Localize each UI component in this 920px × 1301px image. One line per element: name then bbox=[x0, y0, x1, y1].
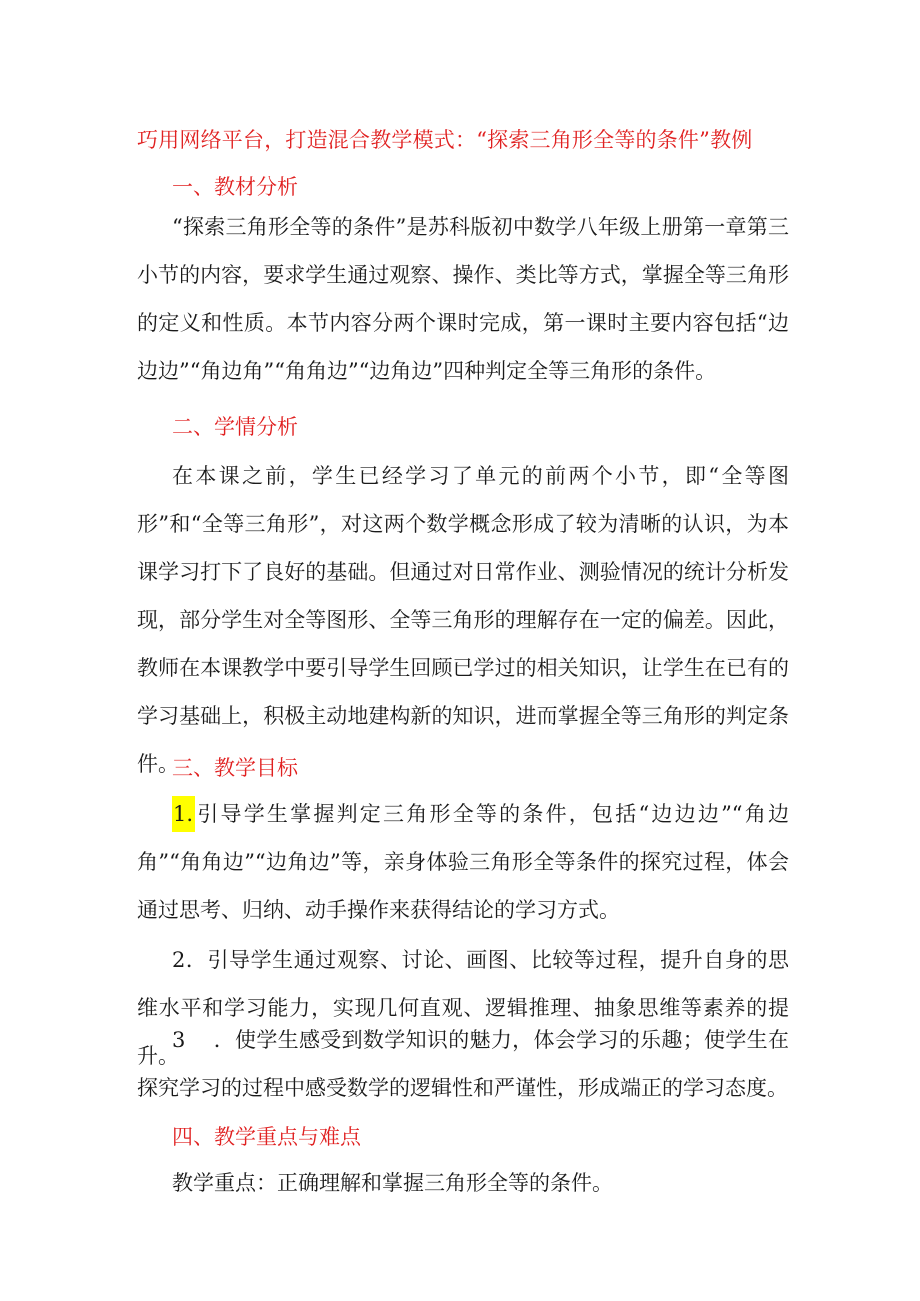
teaching-goal-3 bbox=[137, 1016, 789, 1112]
goal-3-text: ．使学生感受到数学知识的魅力，体会学习的乐趣；使学生在探究学习的过程中感受数学的逻辑性和严谨性，形成端正的学习态度。 bbox=[137, 1028, 789, 1100]
textbook-analysis-paragraph: “探索三角形全等的条件”是苏科版初中数学八年级上册第一章第三小节的内容，要求学生通过观察、操作、类比等方式，掌握全等三角形的定义和性质。本节内容分两个课时完成，第一课时主要内容包括“边边边”“角边角”“角角边”“边角边”四种判定全等三角形的条件。 bbox=[137, 215, 789, 383]
student-analysis-paragraph: 在本课之前，学生已经学习了单元的前两个小节，即“全等图形”和“全等三角形”，对这两个数学概念形成了较为清晰的认识，为本课学习打下了良好的基础。但通过对日常作业、测验情况的统计分析发现，部分学生对全等图形、全等三角形的理解存在一定的偏差。因此，教师在本课教学中要引导学生回顾已学过的相关知识，让学生在已有的学习基础上，积极主动地建构新的知识，进而掌握全等三角形的判定条件。 bbox=[137, 464, 789, 776]
teaching-goal-1 bbox=[137, 790, 789, 934]
document-title: 巧用网络平台，打造混合教学模式：“探索三角形全等的条件”教例 bbox=[137, 128, 753, 152]
goal-3-number: 3 bbox=[172, 1028, 186, 1052]
goal-1-number-highlight: 1. bbox=[172, 796, 195, 832]
section-heading-textbook-analysis: 一、教材分析 bbox=[172, 175, 298, 199]
teaching-goal-2: 2．引导学生通过观察、讨论、画图、比较等过程，提升自身的思维水平和学习能力，实现几何直观、逻辑推理、抽象思维等素养的提升。 bbox=[137, 948, 789, 1068]
key-point-line: 教学重点：正确理解和掌握三角形全等的条件。 bbox=[172, 1171, 613, 1195]
goal-1-text: 引导学生掌握判定三角形全等的条件，包括“边边边”“角边角”“角角边”“边角边”等，亲身体验三角形全等条件的探究过程，体会通过思考、归纳、动手操作来获得结论的学习方式。 bbox=[137, 802, 789, 922]
section-heading-key-points: 四、教学重点与难点 bbox=[172, 1125, 361, 1149]
section-heading-teaching-goals: 三、教学目标 bbox=[172, 756, 298, 780]
section-heading-student-analysis: 二、学情分析 bbox=[172, 415, 298, 439]
